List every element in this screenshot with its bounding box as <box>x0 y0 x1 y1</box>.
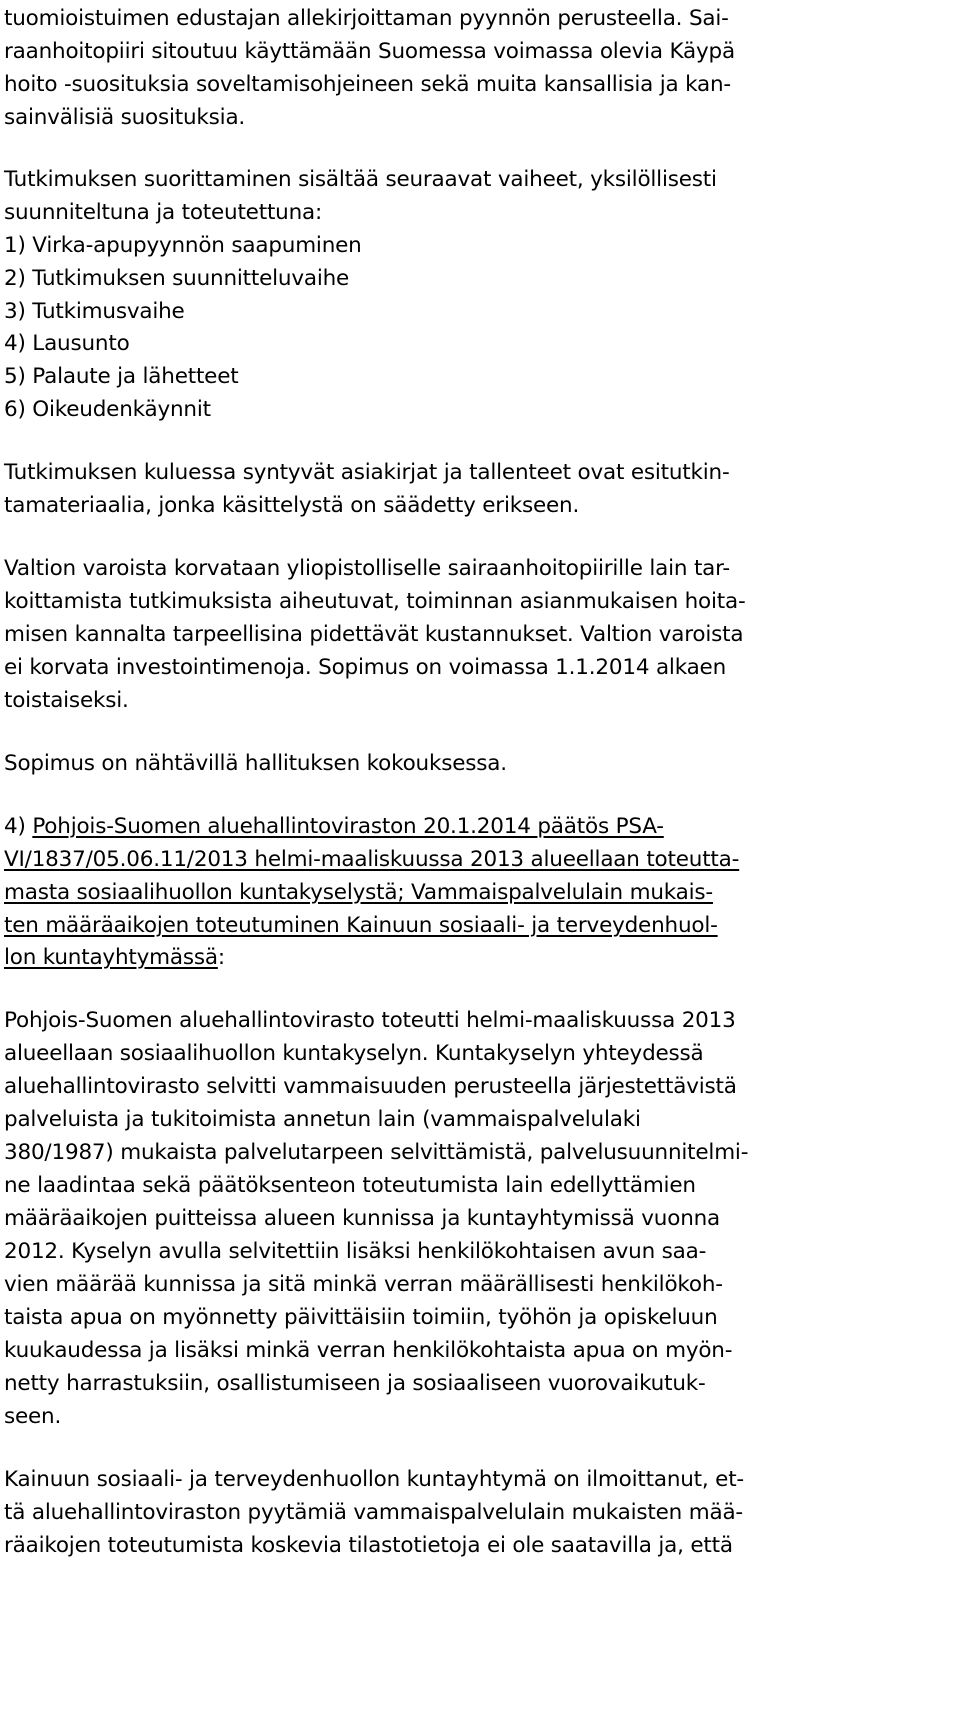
text-line: määräaikojen puitteissa alueen kunnissa ja kuntayhtymissä vuonna <box>4 1206 721 1231</box>
text-line: hoito -suosituksia soveltamisohjeineen sekä muita kansallisia ja kan- <box>4 72 731 97</box>
text-line: ei korvata investointimenoja. Sopimus on voimassa 1.1.2014 alkaen <box>4 655 727 680</box>
text-line: Valtion varoista korvataan yliopistolliselle sairaanhoitopiirille lain tar- <box>4 556 730 581</box>
text-line: koittamista tutkimuksista aiheutuvat, toiminnan asianmukaisen hoita- <box>4 589 746 614</box>
heading-line <box>4 843 739 876</box>
text-line: raanhoitopiiri sitoutuu käyttämään Suomessa voimassa olevia Käypä <box>4 39 735 64</box>
heading-text: lon kuntayhtymässä <box>4 945 218 970</box>
text-line: räaikojen toteutumista koskevia tilastotietoja ei ole saatavilla ja, että <box>4 1533 733 1558</box>
text-line: Tutkimuksen kuluessa syntyvät asiakirjat ja tallenteet ovat esitutkin- <box>4 460 730 485</box>
text-line: tä aluehallintoviraston pyytämiä vammaispalvelulain mukaisten mää- <box>4 1500 743 1525</box>
text-line: 380/1987) mukaista palvelutarpeen selvittämistä, palvelusuunnitelmi- <box>4 1140 749 1165</box>
text-line: seen. <box>4 1404 62 1429</box>
list-item: 5) Palaute ja lähetteet <box>4 364 239 389</box>
text-line: Tutkimuksen suorittaminen sisältää seuraavat vaiheet, yksilöllisesti <box>4 167 717 192</box>
heading-line <box>4 941 225 974</box>
list-item: 4) Lausunto <box>4 331 130 356</box>
text-line: tuomioistuimen edustajan allekirjoittaman pyynnön perusteella. Sai- <box>4 6 729 31</box>
list-item: 6) Oikeudenkäynnit <box>4 397 211 422</box>
text-line: netty harrastuksiin, osallistumiseen ja sosiaaliseen vuorovaikutuk- <box>4 1371 706 1396</box>
text-line: tamateriaalia, jonka käsittelystä on säädetty erikseen. <box>4 493 580 518</box>
text-line: aluehallintovirasto selvitti vammaisuuden perusteella järjestettävistä <box>4 1074 737 1099</box>
text-line: 2012. Kyselyn avulla selvitettiin lisäksi henkilökohtaisen avun saa- <box>4 1239 707 1264</box>
list-item: 1) Virka-apupyynnön saapuminen <box>4 233 362 258</box>
text-line: Kainuun sosiaali- ja terveydenhuollon kuntayhtymä on ilmoittanut, et- <box>4 1467 744 1492</box>
text-line: alueellaan sosiaalihuollon kuntakyselyn. Kuntakyselyn yhteydessä <box>4 1041 704 1066</box>
text-line: toistaiseksi. <box>4 688 129 713</box>
text-line: palveluista ja tukitoimista annetun lain (vammaispalvelulaki <box>4 1107 641 1132</box>
text-line: ne laadintaa sekä päätöksenteon toteutumista lain edellyttämien <box>4 1173 696 1198</box>
text-line: misen kannalta tarpeellisina pidettävät kustannukset. Valtion varoista <box>4 622 744 647</box>
text-line: Pohjois-Suomen aluehallintovirasto toteutti helmi-maaliskuussa 2013 <box>4 1008 736 1033</box>
text-line: sainvälisiä suosituksia. <box>4 105 246 130</box>
heading-text: Pohjois-Suomen aluehallintoviraston 20.1.2014 päätös PSA- <box>32 814 664 839</box>
heading-colon: : <box>217 945 225 970</box>
text-line: Sopimus on nähtävillä hallituksen kokouksessa. <box>4 751 507 776</box>
heading-line <box>4 810 664 843</box>
heading-text: ten määräaikojen toteutuminen Kainuun sosiaali- ja terveydenhuol- <box>4 913 718 938</box>
heading-text: VI/1837/05.06.11/2013 helmi-maaliskuussa 2013 alueellaan toteutta- <box>4 847 740 872</box>
text-line: suunniteltuna ja toteutettuna: <box>4 200 323 225</box>
heading-line <box>4 876 713 909</box>
heading-line <box>4 909 718 942</box>
heading-number: 4) <box>4 814 33 839</box>
text-line: kuukaudessa ja lisäksi minkä verran henkilökohtaista apua on myön- <box>4 1338 733 1363</box>
heading-text: masta sosiaalihuollon kuntakyselystä; Vammaispalvelulain mukais- <box>4 880 713 905</box>
list-item: 2) Tutkimuksen suunnitteluvaihe <box>4 266 350 291</box>
text-line: vien määrää kunnissa ja sitä minkä verran määrällisesti henkilökoh- <box>4 1272 723 1297</box>
list-item: 3) Tutkimusvaihe <box>4 299 185 324</box>
text-line: taista apua on myönnetty päivittäisiin toimiin, työhön ja opiskeluun <box>4 1305 718 1330</box>
